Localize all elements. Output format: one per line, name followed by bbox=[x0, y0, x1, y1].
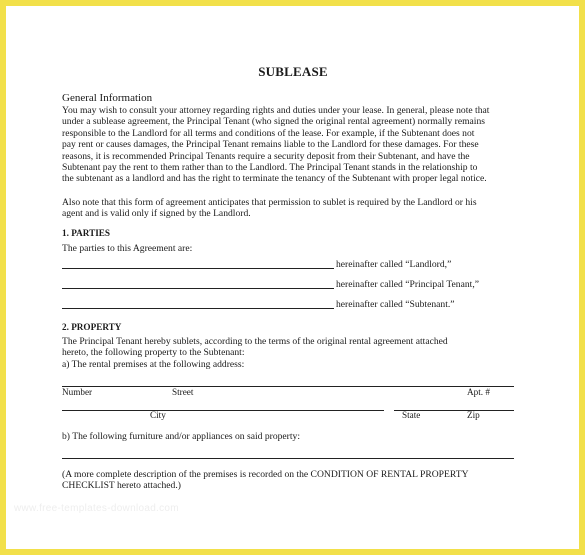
landlord-name-line[interactable] bbox=[62, 268, 334, 269]
subtenant-name-line[interactable] bbox=[62, 308, 334, 309]
property-item-a: a) The rental premises at the following address: bbox=[62, 359, 245, 370]
general-information-paragraph bbox=[62, 105, 524, 185]
parties-heading: 1. PARTIES bbox=[62, 228, 111, 238]
address-zip-label: Zip bbox=[467, 410, 480, 420]
paragraph-line: CHECKLIST hereto attached.) bbox=[62, 480, 181, 492]
subtenant-called-label: hereinafter called “Subtenant.” bbox=[336, 299, 455, 310]
furniture-line[interactable] bbox=[62, 458, 514, 459]
landlord-called-label: hereinafter called “Landlord,” bbox=[336, 259, 452, 270]
paragraph-line: reasons, it is recommended Principal Tenants require a security deposit from their Subtenant, and have the bbox=[62, 150, 470, 162]
paragraph-line: the subtenant as a landlord and has the right to terminate the tenancy of the Subtenant with proper legal notice. bbox=[62, 173, 487, 185]
property-item-b: b) The following furniture and/or appliances on said property: bbox=[62, 431, 301, 442]
principal-tenant-name-line[interactable] bbox=[62, 288, 334, 289]
address-state-label: State bbox=[402, 410, 421, 420]
paragraph-line: under a sublease agreement, the Principal Tenant (who signed the original rental agreement) normally remains bbox=[62, 116, 485, 128]
checklist-note bbox=[62, 469, 469, 492]
paragraph-line: responsible to the Landlord for all terms and conditions of the lease. For example, if the Subtenant does not bbox=[62, 127, 475, 139]
paragraph-line: You may wish to consult your attorney regarding rights and duties under your lease. In general, please note that bbox=[62, 105, 490, 116]
address-line-street[interactable] bbox=[62, 386, 514, 387]
address-street-label: Street bbox=[172, 387, 194, 397]
document-title: SUBLEASE bbox=[258, 64, 328, 79]
paragraph-line: pay rent or causes damages, the Principal Tenant remains liable to the Landlord for these damages. For these bbox=[62, 139, 479, 151]
paragraph-line: agent and is valid only if signed by the Landlord. bbox=[62, 208, 251, 220]
paragraph-line: hereto, the following property to the Subtenant: bbox=[62, 347, 245, 359]
property-heading: 2. PROPERTY bbox=[62, 322, 122, 332]
paragraph-line: (A more complete description of the premises is recorded on the CONDITION OF RENTAL PROPERTY bbox=[62, 469, 469, 480]
general-information-heading: General Information bbox=[62, 92, 153, 104]
paragraph-line: Subtenant pay the rent to them rather than to the Landlord. The Principal Tenant stands in the relationship to bbox=[62, 162, 478, 174]
property-intro bbox=[62, 336, 448, 359]
parties-intro: The parties to this Agreement are: bbox=[62, 243, 193, 254]
watermark: www.free-templates-download.com bbox=[14, 503, 179, 514]
address-city-label: City bbox=[150, 410, 166, 420]
address-line-city[interactable] bbox=[62, 410, 384, 411]
address-apt-label: Apt. # bbox=[467, 387, 490, 397]
address-number-label: Number bbox=[62, 387, 93, 397]
paragraph-line: The Principal Tenant hereby sublets, according to the terms of the original rental agreement attached bbox=[62, 336, 448, 347]
paragraph-line: Also note that this form of agreement anticipates that permission to sublet is required by the Landlord or his bbox=[62, 197, 477, 208]
principal-tenant-called-label: hereinafter called “Principal Tenant,” bbox=[336, 279, 479, 290]
note-paragraph bbox=[62, 197, 524, 220]
